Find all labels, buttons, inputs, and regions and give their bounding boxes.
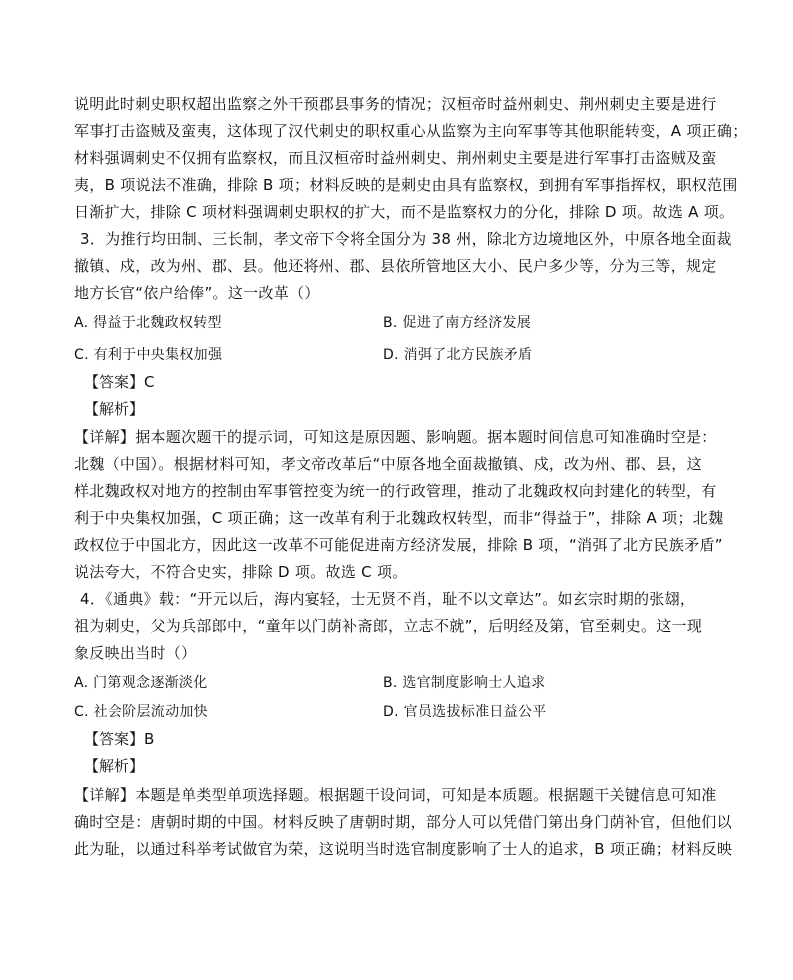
q3-option-a: A. 得益于北魏政权转型 [74, 315, 222, 331]
prev-explanation-line: 说明此时刺史职权超出监察之外干预郡县事务的情况；汉桓帝时益州刺史、荆州刺史主要是进行 [74, 95, 717, 113]
q4-detail-line: 此为耻，以通过科举考试做官为荣，这说明当时选官制度影响了士人的追求，B 项正确；材料反映 [74, 840, 733, 858]
prev-explanation-line: 夷，B 项说法不准确，排除 B 项；材料反映的是刺史由具有监察权，到拥有军事指挥权，职权范围 [74, 176, 738, 194]
q3-detail-line: 利于中央集权加强，C 项正确；这一改革有利于北魏政权转型，而非“得益于”，排除 A 项；北魏 [74, 509, 724, 527]
q3-option-b: B. 促进了南方经济发展 [383, 315, 532, 331]
q3-detail-line: 北魏（中国）。根据材料可知，孝文帝改革后“中原各地全面裁撤镇、戍，改为州、郡、县，这 [74, 455, 702, 473]
q4-option-d: D. 官员选拔标准日益公平 [383, 704, 547, 720]
q3-stem-line: 地方长官“依户给俸”。这一改革（） [74, 284, 320, 302]
q3-detail-line: 说法夸大，不符合史实，排除 D 项。故选 C 项。 [74, 563, 408, 581]
q3-analysis-label: 【解析】 [84, 400, 145, 418]
q4-stem-line: 象反映出当时（） [74, 644, 197, 662]
q4-detail-line: 【详解】本题是单类型单项选择题。根据题干设问词，可知是本质题。根据题干关键信息可知准 [74, 786, 717, 804]
q4-analysis-label: 【解析】 [84, 757, 145, 775]
q3-stem-line: 撤镇、戍，改为州、郡、县。他还将州、郡、县依所管地区大小、民户多少等，分为三等，规定 [74, 257, 717, 275]
prev-explanation-line: 材料强调刺史不仅拥有监察权，而且汉桓帝时益州刺史、荆州刺史主要是进行军事打击盗贼及蛮 [74, 149, 717, 167]
q3-detail-line: 【详解】据本题次题干的提示词，可知这是原因题、影响题。据本题时间信息可知准确时空是： [74, 428, 717, 446]
q4-stem-line: 4．《通典》载：“开元以后，海内宴轻，士无贤不肖，耻不以文章达”。如玄宗时期的张翃， [80, 590, 696, 608]
prev-explanation-line: 军事打击盗贼及蛮夷，这体现了汉代刺史的职权重心从监察为主向军事等其他职能转变，A 项正确； [74, 122, 748, 140]
q4-answer: 【答案】B [84, 730, 155, 748]
q3-option-d: D. 消弭了北方民族矛盾 [383, 347, 533, 363]
q3-detail-line: 政权位于中国北方，因此这一改革不可能促进南方经济发展，排除 B 项，“消弭了北方民族矛盾” [74, 536, 723, 554]
q4-detail-line: 确时空是：唐朝时期的中国。材料反映了唐朝时期，部分人可以凭借门第出身门荫补官，但他们以 [74, 813, 732, 831]
q3-answer: 【答案】C [84, 373, 155, 391]
q3-stem-line: 3．为推行均田制、三长制，孝文帝下令将全国分为 38 州，除北方边境地区外，中原各地全面裁 [80, 230, 732, 248]
q4-stem-line: 祖为刺史，父为兵部郎中，“童年以门荫补斋郎，立志不就”，后明经及第，官至刺史。这一现 [74, 617, 703, 635]
q3-option-c: C. 有利于中央集权加强 [74, 347, 223, 363]
q4-option-a: A. 门第观念逐渐淡化 [74, 675, 208, 691]
prev-explanation-line: 日渐扩大，排除 C 项材料强调刺史职权的扩大，而不是监察权力的分化，排除 D 项。故选 A 项。 [74, 203, 735, 221]
q3-detail-line: 样北魏政权对地方的控制由军事管控变为统一的行政管理，推动了北魏政权向封建化的转型，有 [74, 482, 717, 500]
q4-option-b: B. 选官制度影响士人追求 [383, 675, 546, 691]
q4-option-c: C. 社会阶层流动加快 [74, 704, 208, 720]
